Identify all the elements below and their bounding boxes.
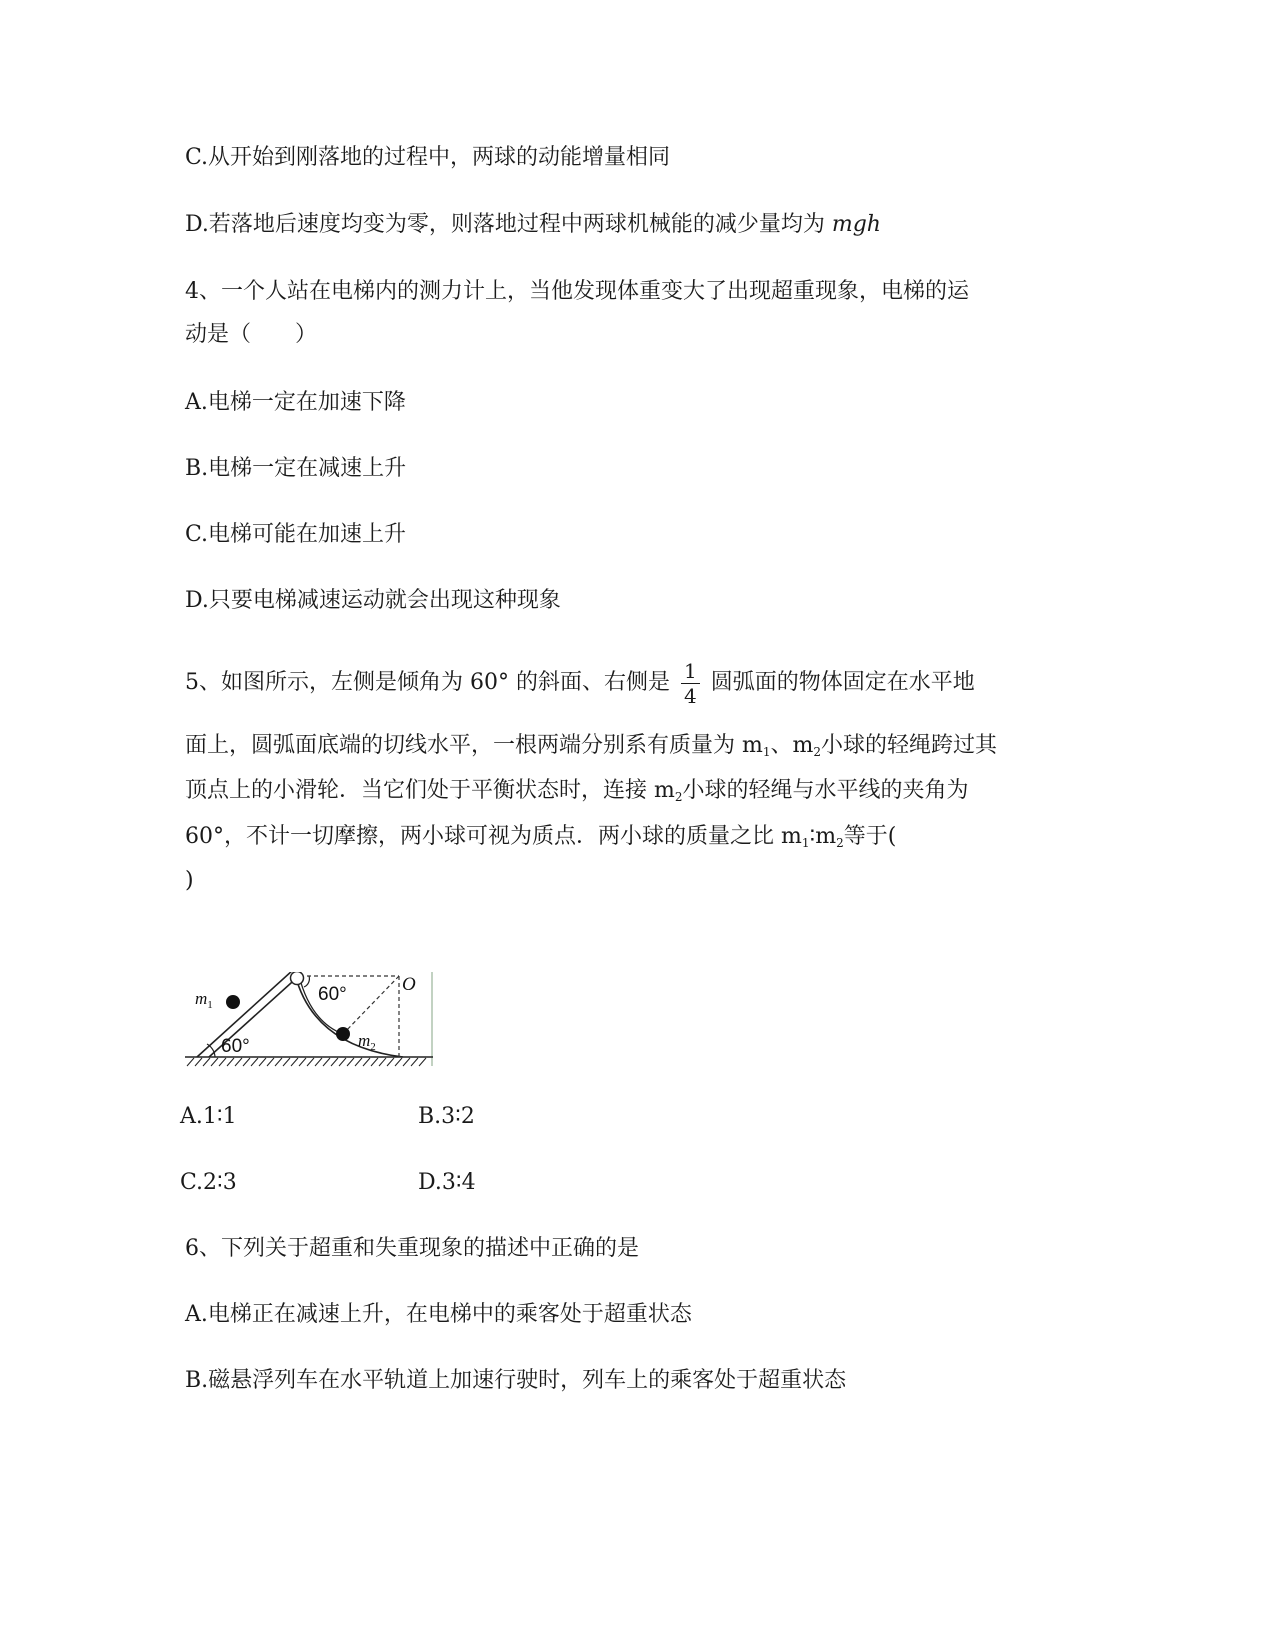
q5-sub-2: 2	[813, 745, 822, 759]
q5-sub-3: 2	[674, 790, 683, 804]
top-angle-label: 60°	[318, 984, 347, 1005]
q5-stem-line1	[185, 655, 975, 711]
q5-sub-4: 1	[801, 836, 810, 850]
q5-stem-line3	[185, 776, 969, 812]
q5-stem-line4-b: ∶m	[809, 824, 837, 849]
m1-label-letter: m	[195, 989, 208, 1008]
arc-surface	[295, 974, 403, 1057]
q3-option-d	[185, 210, 881, 240]
q3-option-c: C.从开始到刚落地的过程中，两球的动能增量相同	[185, 145, 671, 170]
q6-stem: 6、下列关于超重和失重现象的描述中正确的是	[185, 1236, 639, 1261]
m2-label	[358, 1031, 376, 1053]
q4-option-d: D.只要电梯减速运动就会出现这种现象	[185, 588, 561, 613]
q5-stem-line1-pre: 5、如图所示，左侧是倾角为 60° 的斜面、右侧是	[185, 670, 670, 695]
m2-label-letter: m	[358, 1031, 371, 1050]
bottom-angle-label: 60°	[221, 1036, 250, 1057]
q5-fraction-num: 1	[681, 659, 700, 684]
q4-option-c: C.电梯可能在加速上升	[185, 522, 407, 547]
q5-stem-line2	[185, 731, 997, 767]
q5-option-a: A.1∶1	[180, 1104, 237, 1129]
m2-label-sub: 2	[370, 1041, 376, 1053]
q5-option-c: C.2∶3	[180, 1170, 237, 1195]
q6-option-a: A.电梯正在减速上升，在电梯中的乘客处于超重状态	[185, 1302, 692, 1327]
q5-option-b: B.3∶2	[418, 1104, 475, 1129]
q5-stem-line4-c: 等于(	[843, 824, 897, 849]
q5-stem-line1-post: 圆弧面的物体固定在水平地	[710, 670, 975, 695]
pulley	[291, 972, 304, 985]
q5-stem-line4-a: 60°，不计一切摩擦，两小球可视为质点．两小球的质量之比 m	[185, 824, 802, 849]
q5-sub-5: 2	[836, 836, 844, 850]
q5-stem-line2-b: 、m	[770, 733, 814, 758]
incline-arc-figure	[185, 972, 440, 1070]
q5-stem-line4	[185, 822, 896, 858]
ball-m1	[226, 995, 240, 1009]
q5-stem-line3-a: 顶点上的小滑轮．当它们处于平衡状态时，连接 m	[185, 778, 675, 803]
q5-sub-1: 1	[762, 745, 771, 759]
q5-stem-line2-c: 小球的轻绳跨过其	[821, 733, 998, 758]
q4-option-a: A.电梯一定在加速下降	[185, 390, 406, 415]
m1-label-sub: 1	[207, 999, 213, 1011]
m1-label	[195, 989, 213, 1011]
q3-option-d-math: mgh	[831, 212, 881, 237]
q4-stem-line2: 动是（ ）	[185, 322, 318, 347]
point-o-label: O	[402, 974, 416, 995]
q5-fraction-den: 4	[683, 683, 697, 708]
q5-fraction	[681, 659, 700, 708]
q5-option-d: D.3∶4	[418, 1170, 476, 1195]
q5-stem-line5: )	[185, 868, 194, 893]
q5-stem-line2-a: 面上，圆弧面底端的切线水平，一根两端分别系有质量为 m	[185, 733, 763, 758]
top-angle-arc	[304, 976, 309, 987]
q3-option-d-text: D.若落地后速度均变为零，则落地过程中两球机械能的减少量均为	[185, 212, 825, 237]
q6-option-b: B.磁悬浮列车在水平轨道上加速行驶时，列车上的乘客处于超重状态	[185, 1368, 847, 1393]
q5-stem-line3-b: 小球的轻绳与水平线的夹角为	[682, 778, 969, 803]
q4-stem-line1: 4、一个人站在电梯内的测力计上，当他发现体重变大了出现超重现象，电梯的运	[185, 279, 969, 304]
q4-option-b: B.电梯一定在减速上升	[185, 456, 407, 481]
ball-m2	[336, 1027, 350, 1041]
radius-dashed-line	[343, 976, 399, 1034]
